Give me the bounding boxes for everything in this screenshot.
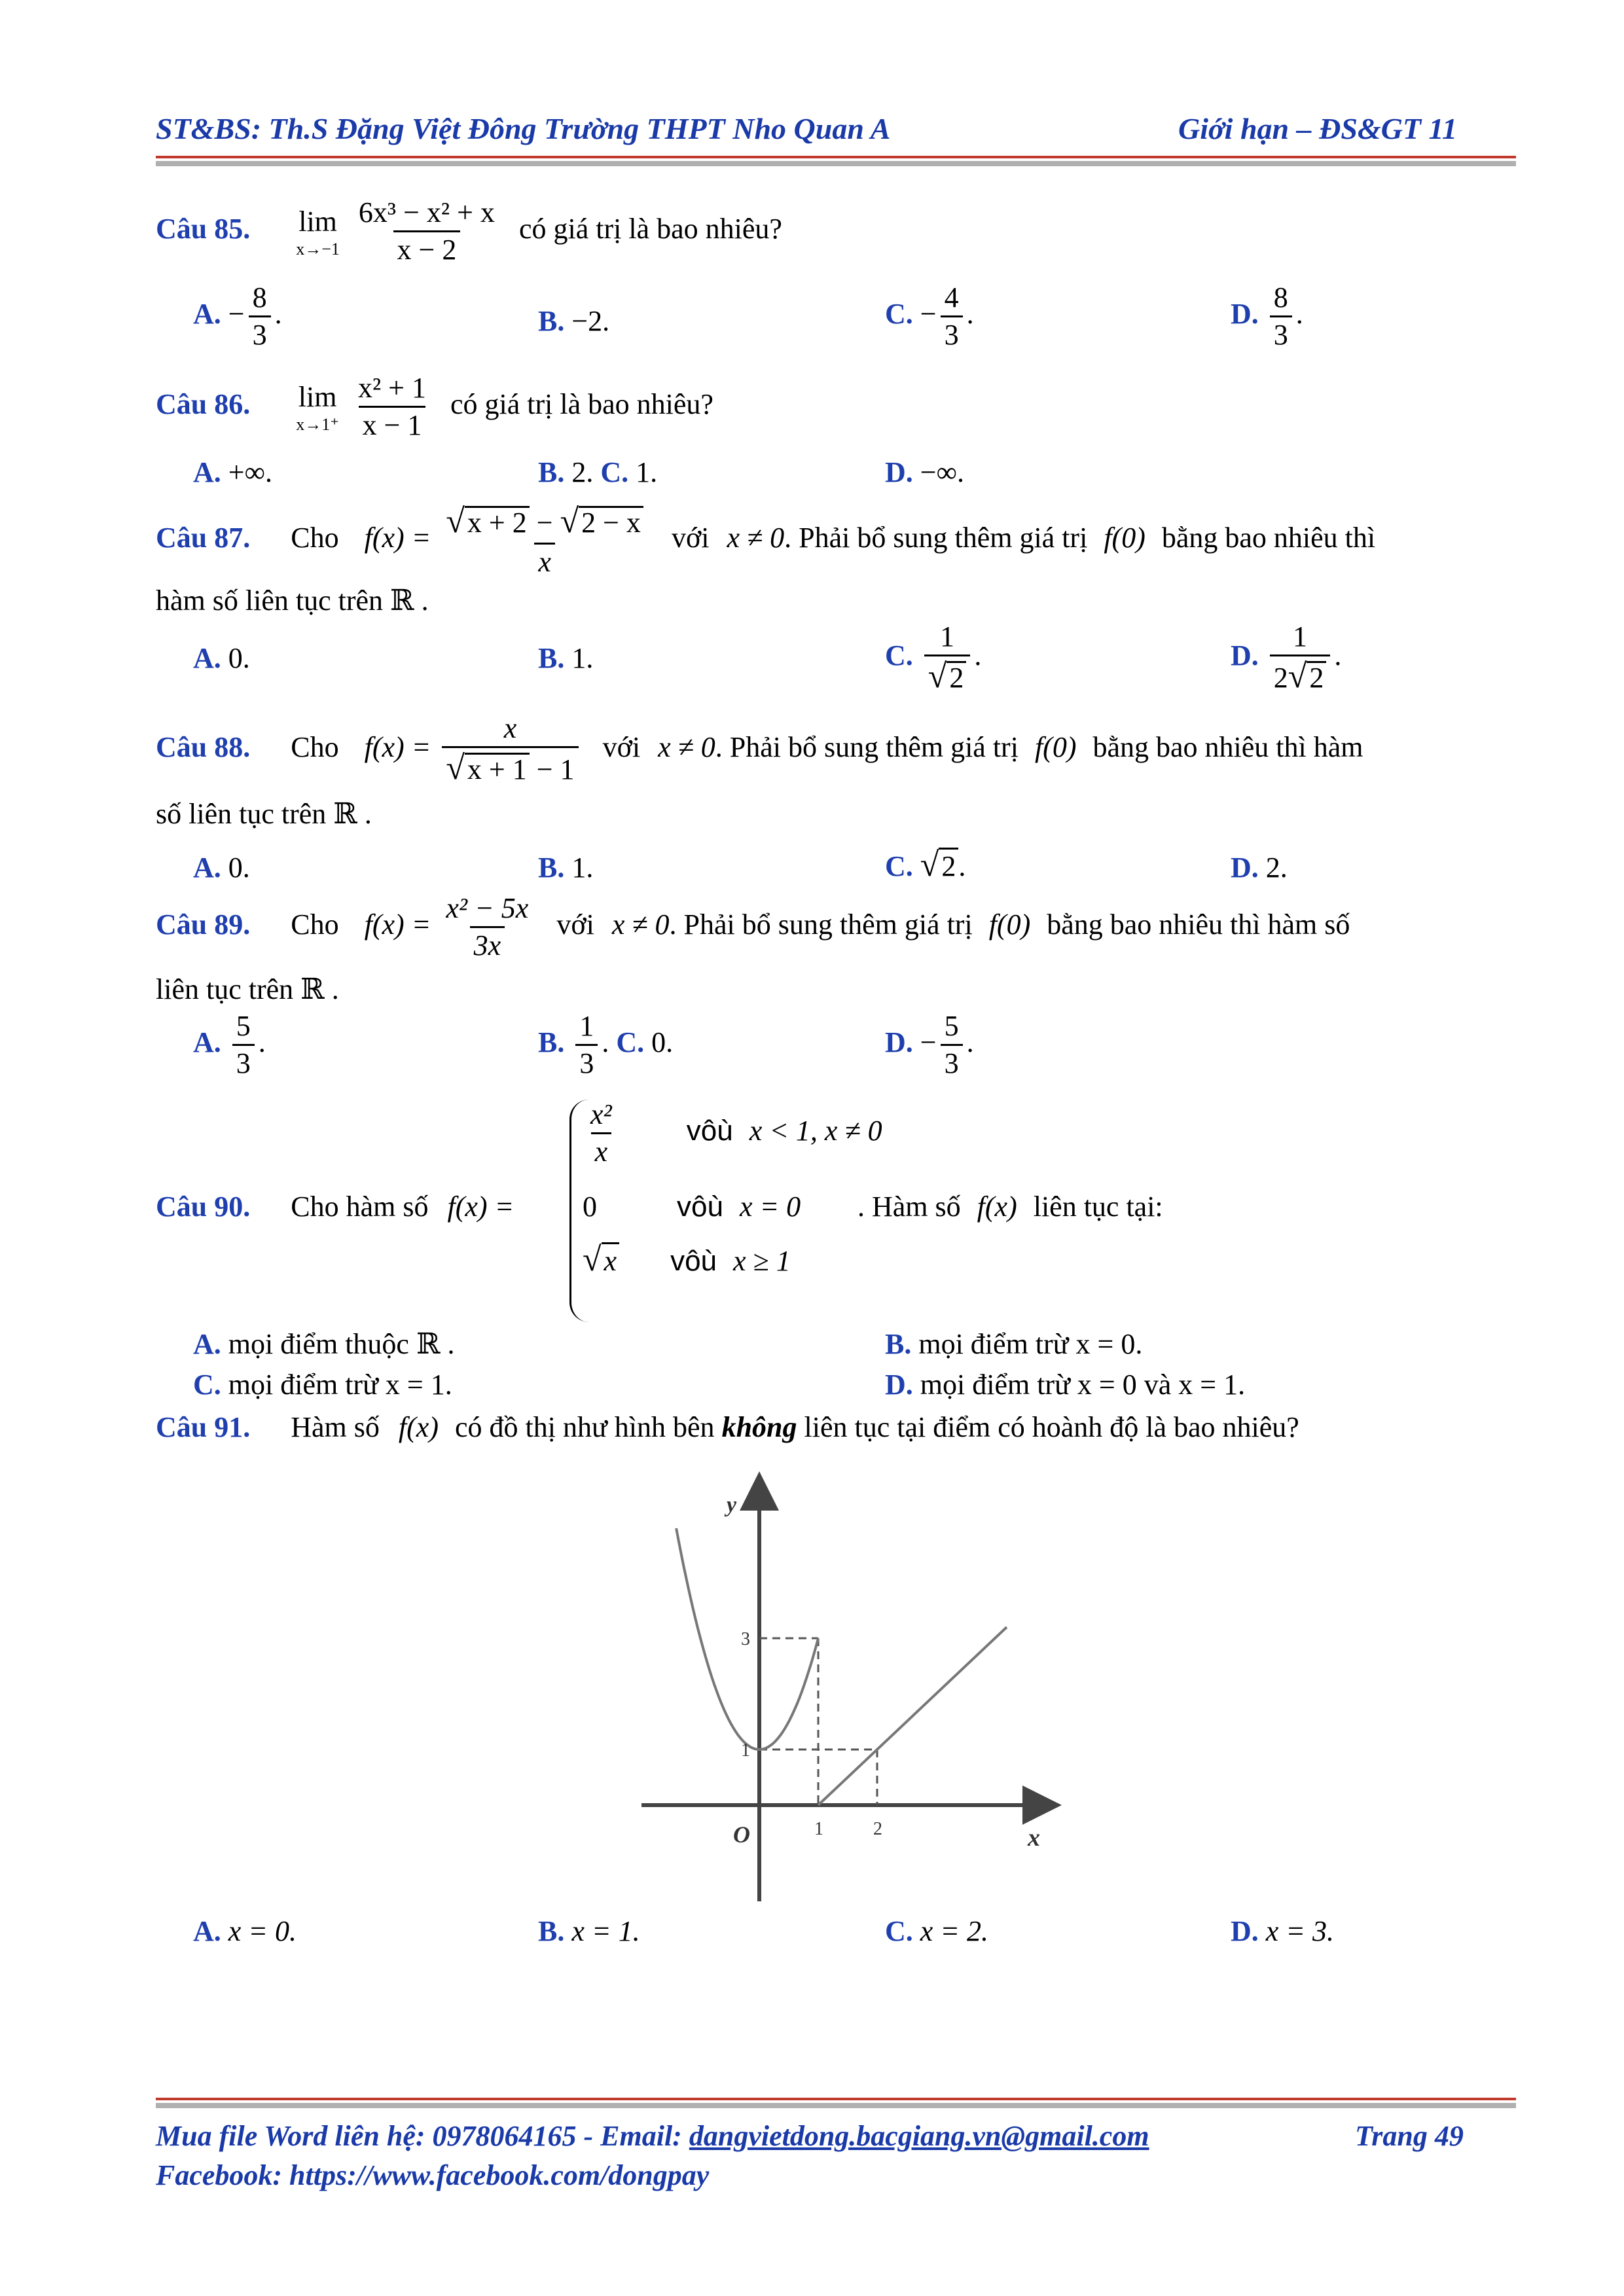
facebook-link[interactable]: Facebook: https://www.facebook.com/dongpay xyxy=(156,2159,710,2191)
option-a: A. $\frac{5}{3}$ . xyxy=(193,1010,266,1080)
option-c: C. x = 2. xyxy=(885,1915,989,1947)
option-b: B. x = 1. xyxy=(538,1915,640,1947)
option-d: D. x = 3. xyxy=(1231,1915,1335,1947)
header-title: ST&BS: Th.S Đặng Việt Đông Trường THPT Nho Quan A xyxy=(156,112,891,145)
origin-label: O xyxy=(733,1821,750,1848)
option-b: B. 1. xyxy=(538,642,594,674)
option-d: D. − $\frac{5}{3}$ . xyxy=(885,1010,974,1080)
option-b: B. mọi điểm trừ x = 0. xyxy=(885,1328,1143,1360)
page-number: Trang 49 xyxy=(1355,2120,1464,2152)
option-c: C. mọi điểm trừ x = 1. xyxy=(193,1369,452,1401)
option-c: C. √2. xyxy=(885,846,966,884)
question-91: Câu 91. Hàm số f(x) có đồ thị như hình bên không liên tục tại điểm có hoành độ là bao nhiêu? xyxy=(156,1411,1299,1443)
option-b: B. $\frac{1}{3}$ . C. 0. xyxy=(538,1010,674,1080)
footer-contact: Mua file Word liên hệ: 0978064165 - Email: dangvietdong.bacgiang.vn@gmail.com xyxy=(156,2120,1149,2152)
option-c: C. − $\frac{4}{3}$ . xyxy=(885,281,974,351)
option-d: D. −∞. xyxy=(885,456,964,488)
header-rule-bottom xyxy=(156,161,1516,166)
option-b: B. 1. xyxy=(538,852,594,884)
option-b: B. 2. C. 1. xyxy=(538,456,658,488)
option-a: A. x = 0. xyxy=(193,1915,297,1947)
case-2: 0 vôù x = 0 xyxy=(583,1191,801,1223)
function-graph xyxy=(628,1466,1074,1911)
question-88-line2: số liên tục trên ℝ . xyxy=(156,798,372,830)
footer-rule-top xyxy=(156,2098,1516,2100)
question-88: Câu 88. Cho f(x) = $\frac{x}{√x + 1 - 1}$ với x ≠ 0. Phải bổ sung thêm giá trị f(0) bằng bao nhiêu thì hàm xyxy=(156,712,1363,787)
fraction: $\frac{\text{6x³ − x² + x}}{x - 2}$ xyxy=(358,196,495,266)
y-axis-label: y xyxy=(727,1493,737,1517)
linear-branch xyxy=(818,1627,1007,1805)
limit: lim x→−1 xyxy=(296,206,340,259)
question-86: Câu 86. lim x→1⁺ $\frac{\text{x² + 1}}{x - 1}$ có giá trị là bao nhiêu? xyxy=(156,372,713,442)
y-tick-label: 3 xyxy=(741,1629,750,1649)
question-90: Câu 90. Cho hàm số f(x) = xyxy=(156,1191,514,1223)
option-b: B. −2. xyxy=(538,305,610,337)
option-a: A. +∞. xyxy=(193,456,272,488)
case-1: $\frac{\text{x²}}{x}$ vôù x < 1, x ≠ 0 xyxy=(590,1098,882,1168)
option-d: D. 2. xyxy=(1231,852,1288,884)
header-rule-top xyxy=(156,156,1516,158)
question-87-line2: hàm số liên tục trên ℝ . xyxy=(156,584,429,617)
header-chapter: Giới hạn – ĐS&GT 11 xyxy=(1178,112,1457,145)
option-c: C. $\frac{1}{√2}$ . xyxy=(885,620,982,696)
y-tick-label: 1 xyxy=(741,1740,750,1761)
question-89: Câu 89. Cho f(x) = $\frac{\text{x² − 5x}}{3x}$ với x ≠ 0. Phải bổ sung thêm giá trị f(0) bằng bao nhiêu thì hàm số xyxy=(156,892,1350,962)
question-85: Câu 85. lim x→−1 $\frac{\text{6x³ − x² + x}}{x - 2}$ có giá trị là bao nhiêu? xyxy=(156,196,782,266)
case-3: √x vôù x ≥ 1 xyxy=(583,1241,791,1278)
email-link[interactable]: dangvietdong.bacgiang.vn@gmail.com xyxy=(689,2120,1149,2152)
x-tick-label: 2 xyxy=(873,1819,882,1839)
question-87: Câu 87. Cho f(x) = $\frac{√x + 2 - √2 - x}{x}$ với x ≠ 0. Phải bổ sung thêm giá trị f(0) bằng bao nhiêu thì xyxy=(156,503,1376,578)
question-89-line2: liên tục trên ℝ . xyxy=(156,973,339,1005)
question-90-tail: . Hàm số f(x) liên tục tại: xyxy=(857,1191,1163,1223)
footer-rule-bottom xyxy=(156,2103,1516,2108)
question-label: Câu 85. xyxy=(156,212,251,245)
option-d: D. $\frac{8}{3}$ . xyxy=(1231,281,1303,351)
option-a: A. 0. xyxy=(193,642,250,674)
option-d: D. mọi điểm trừ x = 0 và x = 1. xyxy=(885,1369,1246,1401)
option-d: D. $\frac{1}{2√2}$ . xyxy=(1231,620,1342,696)
x-axis-label: x xyxy=(1028,1824,1040,1852)
x-tick-label: 1 xyxy=(814,1819,823,1839)
option-a: A. 0. xyxy=(193,852,250,884)
option-a: A. − $\frac{8}{3}$ . xyxy=(193,281,282,351)
option-a: A. mọi điểm thuộc ℝ . xyxy=(193,1328,455,1360)
